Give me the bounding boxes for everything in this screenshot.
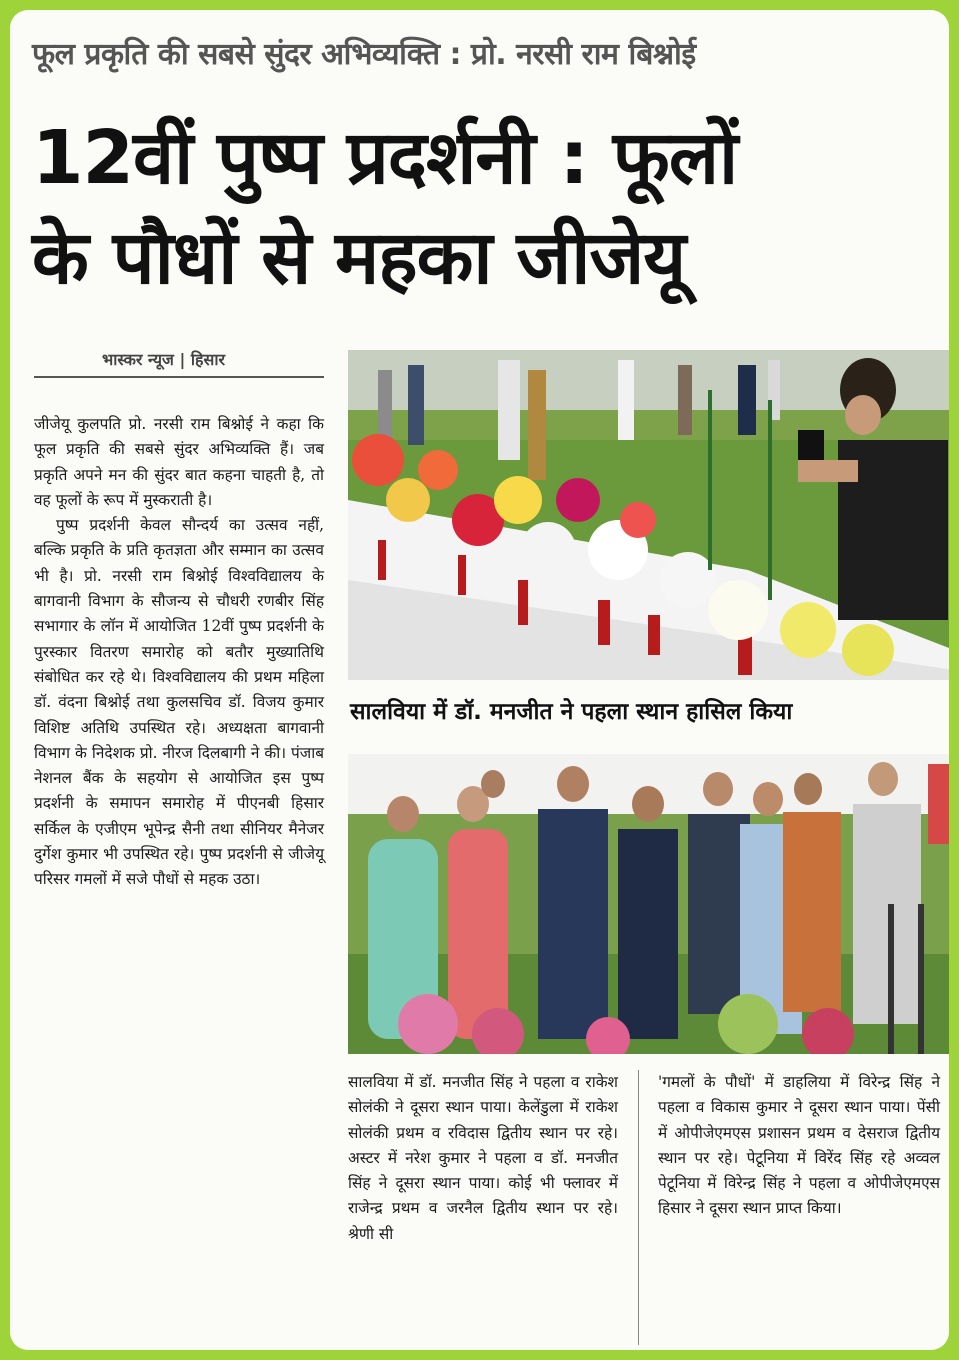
byline-separator: | xyxy=(179,350,191,369)
headline-line-1: 12वीं पुष्प प्रदर्शनी : फूलों xyxy=(32,115,738,201)
headline-line-2: के पौधों से महका जीजेयू xyxy=(32,215,686,301)
article-column-right: 'गमलों के पौधों' में डाहलिया में विरेन्द्र सिंह ने पहला व विकास कुमार ने दूसरा स्थान पाया। पेंसी में ओपीजेएमएस प्रशासन प्रथम व देसराज द्वितीय स्थान पर रहे। पेटूनिया में विरेंद सिंह रहे अव्वल पेटूनिया में विरेन्द्र सिंह ने पहला व ओपीजेएमएस हिसार ने दूसरा स्थान प्राप्त किया। xyxy=(658,1073,940,1218)
flower-exhibition-photo xyxy=(348,350,949,680)
award-ceremony-group-photo xyxy=(348,754,949,1054)
kicker-headline: फूल प्रकृति की सबसे सुंदर अभिव्यक्ति : प्रो. नरसी राम बिश्नोई xyxy=(32,37,696,72)
byline-place: हिसार xyxy=(190,350,226,369)
article-body-left-column xyxy=(34,412,324,893)
article-column-middle: सालविया में डॉ. मनजीत सिंह ने पहला व राकेश सोलंकी ने दूसरा स्थान पाया। केलेंडुला में राकेश सोलंकी प्रथम व रविदास द्वितीय स्थान पर रहे। अस्टर में नरेश कुमार ने पहला व डॉ. मनजीत सिंह ने दूसरा स्थान पाया। कोई भी फ्लावर में राजेन्द्र प्रथम व जरनैल द्वितीय स्थान पर रहे। श्रेणी सी xyxy=(348,1073,618,1243)
byline-divider xyxy=(34,376,324,378)
photo-caption: सालविया में डॉ. मनजीत ने पहला स्थान हासिल किया xyxy=(350,699,793,725)
body-paragraph-1: जीजेयू कुलपति प्रो. नरसी राम बिश्नोई ने कहा कि फूल प्रकृति की सबसे सुंदर अभिव्यक्ति हैं। जब प्रकृति अपने मन की सुंदर बात कहना चाहती है, तो वह फूलों के रूप में मुस्कराती है। xyxy=(34,415,324,509)
byline-source: भास्कर न्यूज xyxy=(102,350,174,369)
newspaper-clipping xyxy=(10,10,949,1350)
body-paragraph-2: पुष्प प्रदर्शनी केवल सौन्दर्य का उत्सव नहीं, बल्कि प्रकृति के प्रति कृतज्ञता और सम्मान का उत्सव भी है। प्रो. नरसी राम बिश्नोई विश्वविद्यालय के बागवानी विभाग के सौजन्य से चौधरी रणबीर सिंह सभागार के लॉन में आयोजित 12वीं पुष्प प्रदर्शनी के पुरस्कार वितरण समारोह को बतौर मुख्यातिथि संबोधित कर रहे थे। विश्वविद्यालय की प्रथम महिला डॉ. वंदना बिश्नोई तथा कुलसचिव डॉ. विजय कुमार विशिष्ट अतिथि उपस्थित रहे। अध्यक्षता बागवानी विभाग के निदेशक प्रो. नीरज दिलबागी ने की। पंजाब नेशनल बैंक के सहयोग से आयोजित इस पुष्प प्रदर्शनी के समापन समारोह में पीएनबी हिसार सर्किल के एजीएम भूपेन्द्र सैनी तथा सीनियर मैनेजर दुर्गेश कुमार भी उपस्थित रहे। पुष्प प्रदर्शनी से जीजेयू परिसर गमलों में सजे पौधों से महक उठा। xyxy=(34,516,324,889)
byline xyxy=(102,348,322,370)
column-divider xyxy=(638,1070,639,1345)
main-headline xyxy=(32,108,932,308)
